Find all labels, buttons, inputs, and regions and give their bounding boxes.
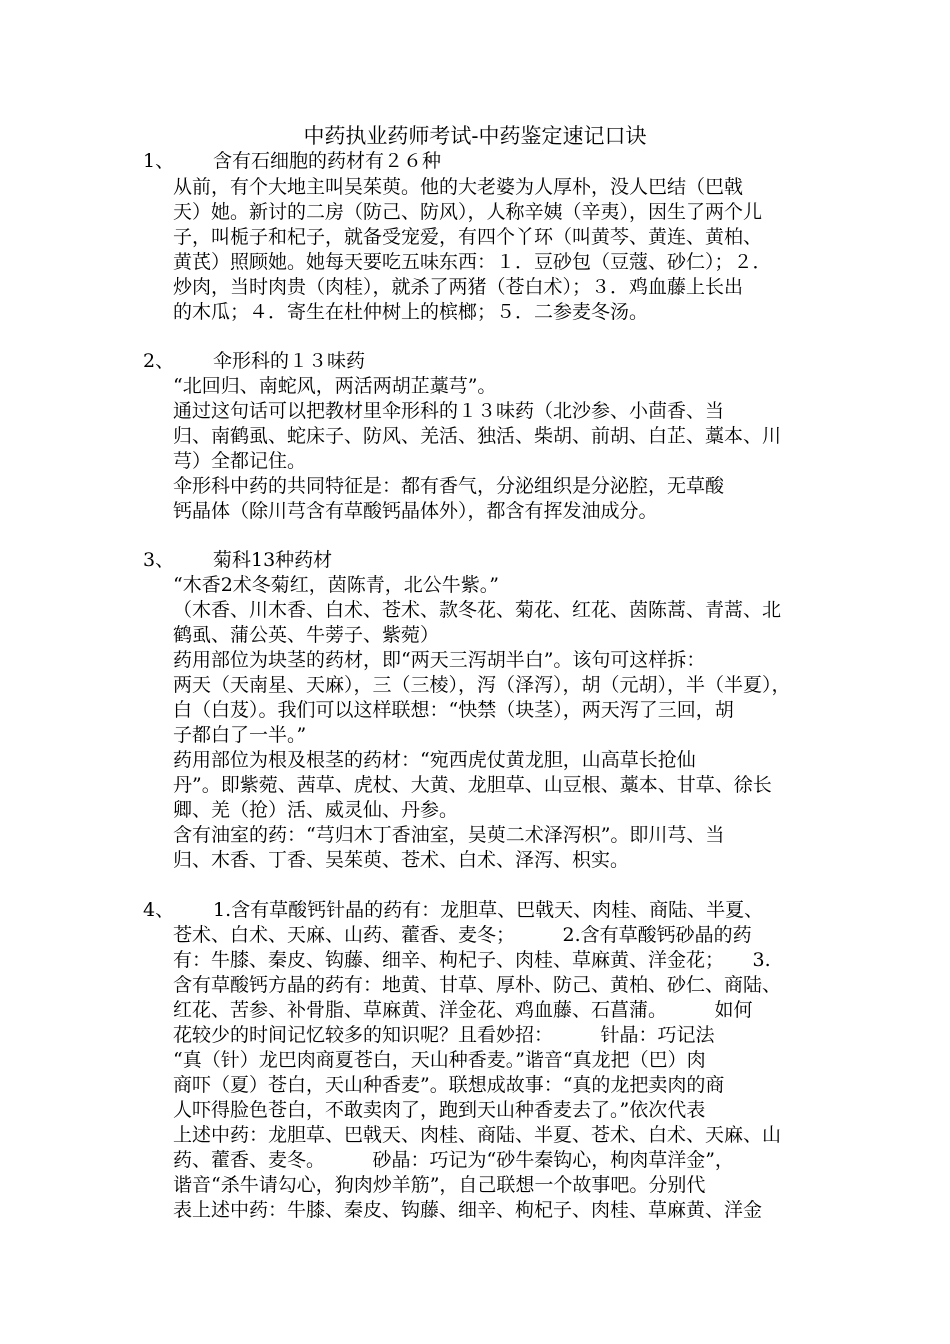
paragraph-line: （木香、川木香、白术、苍术、款冬花、菊花、红花、茵陈蒿、青蒿、北	[173, 599, 782, 621]
paragraph-line: 归、木香、丁香、吴茱萸、苍术、白术、泽泻、枳实。	[173, 849, 630, 871]
paragraph-line: 炒肉，当时肉贵（肉桂），就杀了两猪（苍白术）；３．鸡血藤上长出	[173, 276, 744, 298]
paragraph-line: 表上述中药：牛膝、秦皮、钩藤、细辛、枸杞子、肉桂、草麻黄、洋金	[173, 1199, 763, 1221]
paragraph-line: 丹”。即紫菀、茜草、虎杖、大黄、龙胆草、山豆根、藁本、甘草、徐长	[173, 774, 772, 796]
paragraph-line: 人吓得脸色苍白，不敢卖肉了，跑到天山种香麦去了。”依次代表	[173, 1099, 706, 1121]
paragraph-line: 芎）全都记住。	[173, 450, 307, 472]
paragraph-line: 药、藿香、麦冬。 砂晶：巧记为“砂牛秦钩心，枸肉草洋金”，	[173, 1149, 734, 1171]
paragraph-line: 药用部位为根及根茎的药材：“宛西虎仗黄龙胆，山高草长抢仙	[173, 749, 696, 771]
paragraph-line: 子，叫栀子和杞子，就备受宠爱，有四个丫环（叫黄芩、黄连、黄柏、	[173, 226, 763, 248]
paragraph-line: 通过这句话可以把教材里伞形科的１３味药（北沙参、小茴香、当	[173, 400, 725, 422]
paragraph-line: 含有油室的药：“芎归木丁香油室，吴萸二术泽泻枳”。即川芎、当	[173, 824, 725, 846]
paragraph-line: 苍术、白术、天麻、山药、藿香、麦冬； 2.含有草酸钙砂晶的药	[173, 924, 752, 946]
paragraph-line: 的木瓜；４．寄生在杜仲树上的槟榔；５．二参麦冬汤。	[173, 301, 649, 323]
section-1-body	[173, 175, 813, 325]
paragraph-line: 红花、苦参、补骨脂、草麻黄、洋金花、鸡血藤、石菖蒲。 如何	[173, 999, 753, 1021]
section-number: 3、	[143, 549, 175, 571]
paragraph-line: 两天（天南星、天麻），三（三棱），泻（泽泻），胡（元胡），半（半夏），	[173, 674, 791, 696]
paragraph-line: 黄芪）照顾她。她每天要吃五味东西：１．豆砂包（豆蔻、砂仁）；２．	[173, 251, 772, 273]
paragraph-line: 归、南鹤虱、蛇床子、防风、羌活、独活、柴胡、前胡、白芷、藁本、川	[173, 425, 782, 447]
paragraph-line: 含有草酸钙方晶的药有：地黄、甘草、厚朴、防己、黄柏、砂仁、商陆、	[173, 974, 782, 996]
paragraph-line: 有：牛膝、秦皮、钩藤、细辛、枸杞子、肉桂、草麻黄、洋金花； 3.	[173, 949, 771, 971]
page-title: 中药执业药师考试-中药鉴定速记口诀	[303, 124, 647, 148]
section-2-body	[173, 374, 813, 524]
section-4-body	[173, 923, 813, 1223]
section-2-heading	[143, 349, 365, 374]
section-title: 菊科13种药材	[213, 549, 333, 571]
paragraph-line: “北回归、南蛇风，两活两胡芷藁芎”。	[173, 375, 497, 397]
paragraph-line: 伞形科中药的共同特征是：都有香气，分泌组织是分泌腔，无草酸	[173, 475, 725, 497]
section-number: 4、	[143, 899, 175, 921]
paragraph-line: 花较少的时间记忆较多的知识呢？且看妙招： 针晶：巧记法	[173, 1024, 715, 1046]
paragraph-line: 谐音“杀牛请勾心，狗肉炒羊筋”，自己联想一个故事吧。分别代	[173, 1174, 706, 1196]
section-title: 伞形科的１３味药	[213, 350, 366, 372]
paragraph-line: 卿、羌（抢）活、威灵仙、丹参。	[173, 799, 459, 821]
paragraph-line: 子都白了一半。”	[173, 724, 307, 746]
section-title: 含有石细胞的药材有２６种	[213, 150, 442, 172]
paragraph-line: 鹤虱、蒲公英、牛蒡子、紫菀）	[173, 624, 440, 646]
section-4-heading	[143, 898, 763, 923]
paragraph-line: 从前，有个大地主叫吴茱萸。他的大老婆为人厚朴，没人巴结（巴戟	[173, 176, 744, 198]
paragraph-line: “木香2术冬菊红，茵陈青，北公牛紫。”	[173, 574, 500, 596]
section-3-body	[173, 573, 813, 873]
section-number: 2、	[143, 350, 175, 372]
section-1-heading	[143, 149, 441, 174]
paragraph-line: 商吓（夏）苍白，天山种香麦”。联想成故事：“真的龙把卖肉的商	[173, 1074, 725, 1096]
paragraph-line: 白（白芨）。我们可以这样联想：“快禁（块茎），两天泻了三回，胡	[173, 699, 734, 721]
paragraph-line: “真（针）龙巴肉商夏苍白，天山种香麦。”谐音“真龙把（巴）肉	[173, 1049, 706, 1071]
paragraph-line: 上述中药：龙胆草、巴戟天、肉桂、商陆、半夏、苍术、白术、天麻、山	[173, 1124, 782, 1146]
section-title: 1.含有草酸钙针晶的药有：龙胆草、巴戟天、肉桂、商陆、半夏、	[213, 899, 764, 921]
paragraph-line: 药用部位为块茎的药材，即“两天三泻胡半白”。该句可这样拆：	[173, 649, 706, 671]
paragraph-line: 天）她。新讨的二房（防己、防风），人称辛姨（辛夷），因生了两个儿	[173, 201, 763, 223]
section-3-heading	[143, 548, 332, 573]
section-number: 1、	[143, 150, 175, 172]
paragraph-line: 钙晶体（除川芎含有草酸钙晶体外），都含有挥发油成分。	[173, 500, 658, 522]
